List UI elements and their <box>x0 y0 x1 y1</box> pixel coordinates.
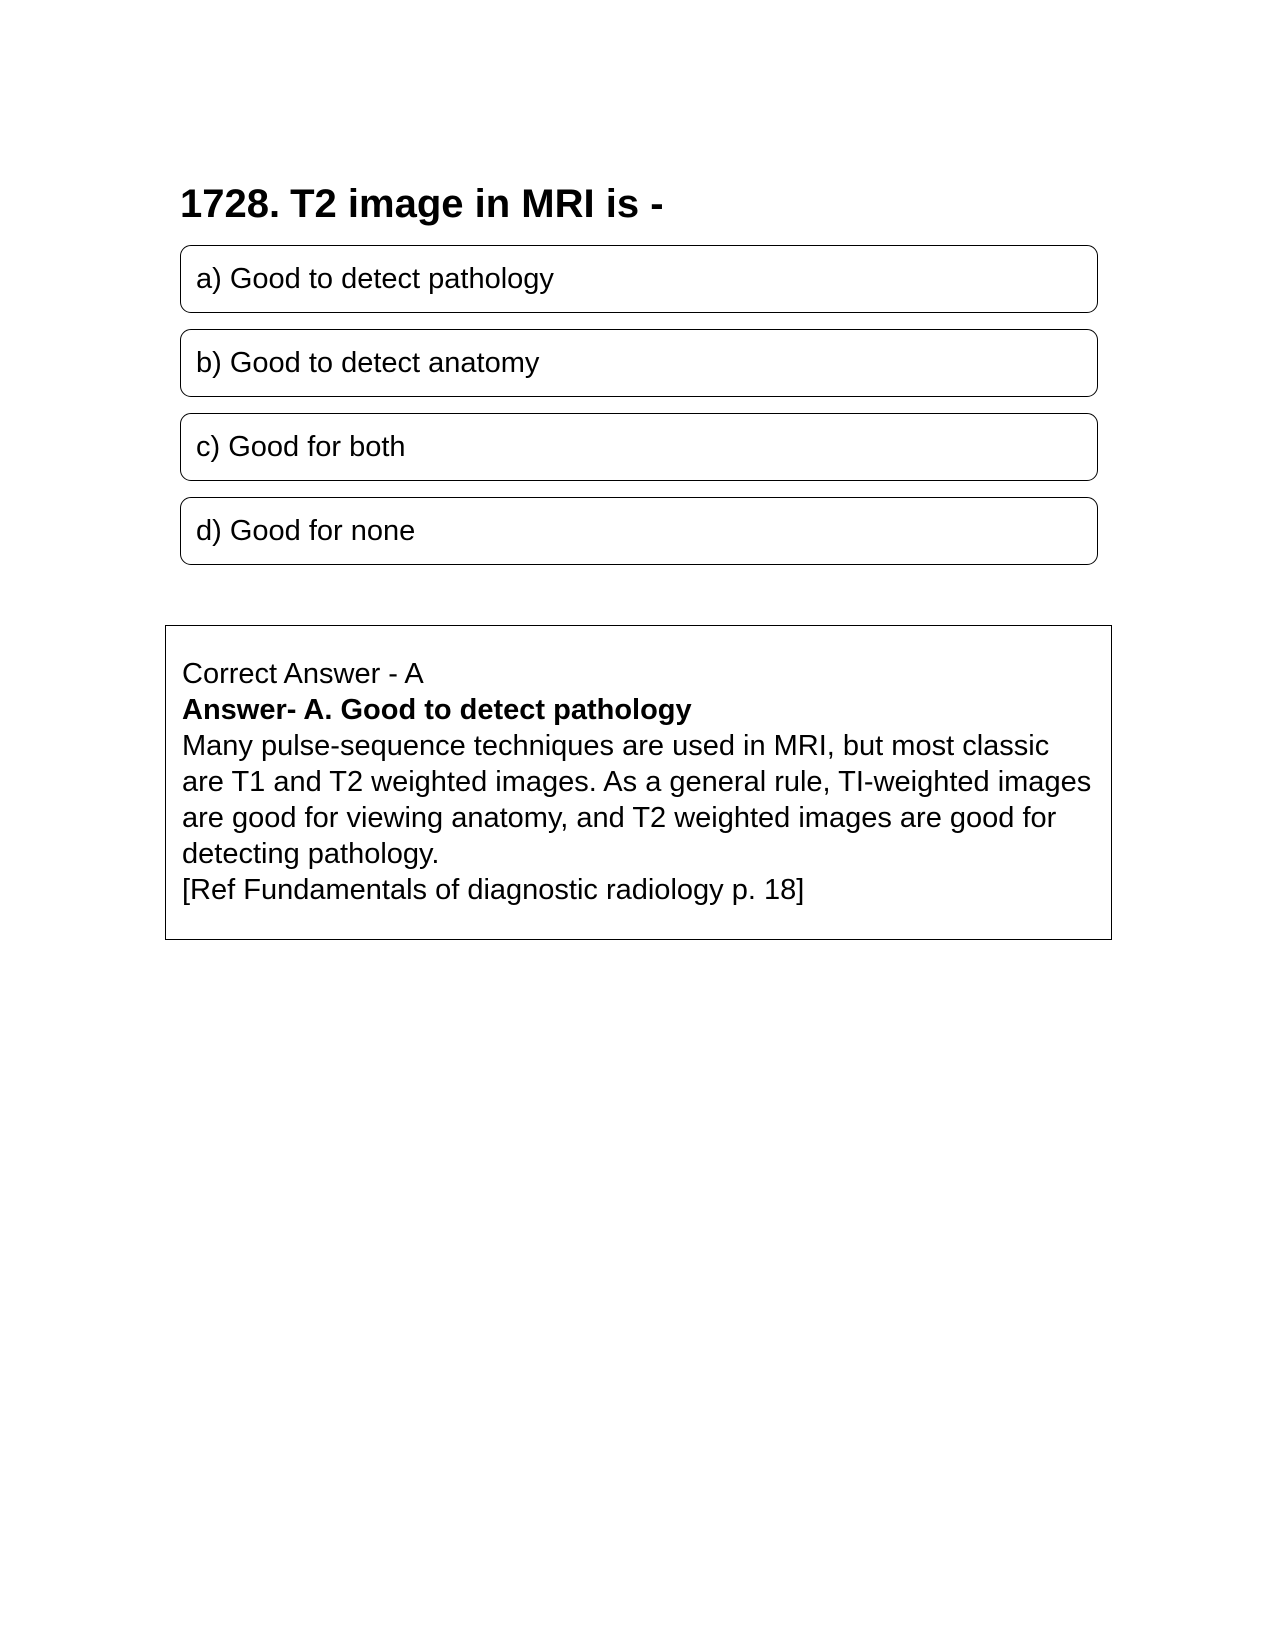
answer-reference: [Ref Fundamentals of diagnostic radiology p. 18] <box>182 874 805 906</box>
correct-answer-line: Correct Answer - A <box>182 658 424 690</box>
question-text: T2 image in MRI is - <box>290 182 664 226</box>
answer-heading: Answer- A. Good to detect pathology <box>182 694 692 726</box>
question-number: 1728. <box>180 182 281 226</box>
answer-explanation: Many pulse-sequence techniques are used in MRI, but most classic are T1 and T2 weighted images. As a general rule, TI-weighted images are good for viewing anatomy, and T2 weighted images are good for detecting pathology. <box>182 730 1092 870</box>
option-d[interactable]: d) Good for none <box>180 497 1098 565</box>
option-b[interactable]: b) Good to detect anatomy <box>180 329 1098 397</box>
options-list <box>180 245 1098 581</box>
option-a[interactable]: a) Good to detect pathology <box>180 245 1098 313</box>
option-c[interactable]: c) Good for both <box>180 413 1098 481</box>
question-title <box>180 176 664 232</box>
answer-box <box>165 625 1112 940</box>
